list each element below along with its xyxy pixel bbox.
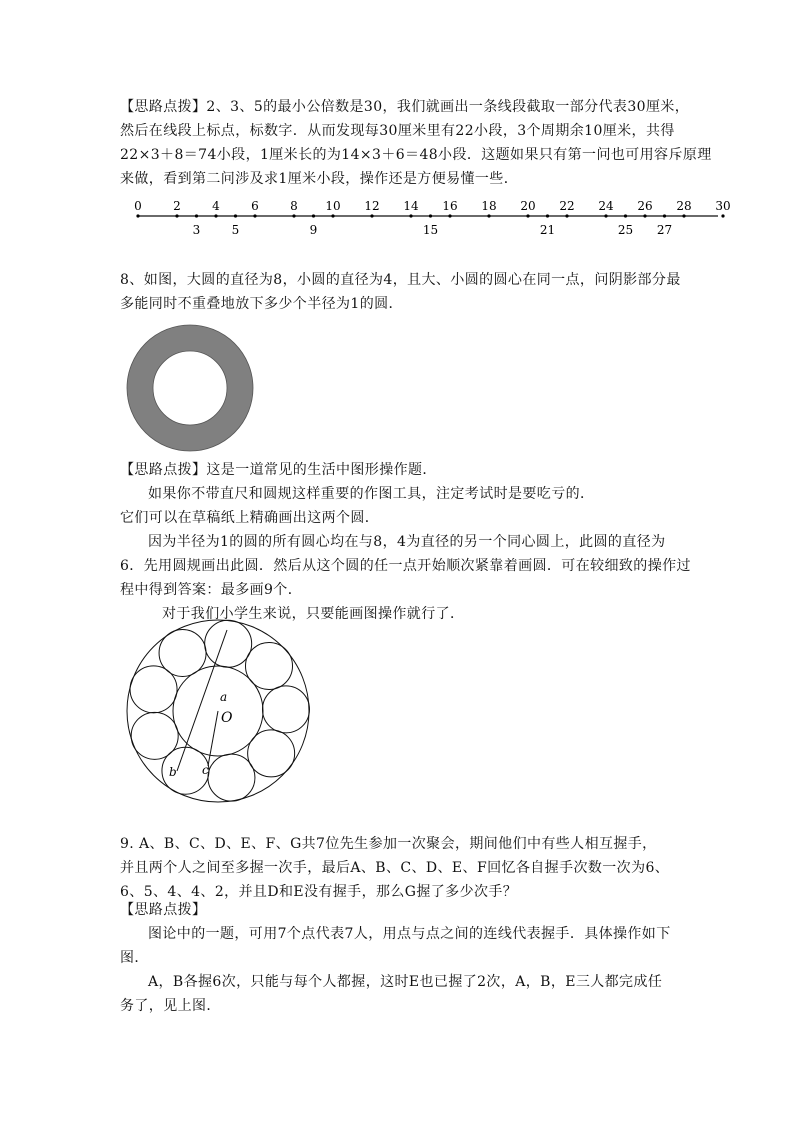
number-line-top-label: 2 — [173, 199, 181, 213]
number-line-top-label: 4 — [212, 199, 220, 213]
number-line-top-label: 8 — [290, 199, 298, 213]
number-line-top-label: 6 — [251, 199, 259, 213]
text-line: 对于我们小学生来说，只要能画图操作就行了． — [162, 606, 465, 622]
unit-circle — [131, 712, 178, 759]
number-line-point — [136, 214, 139, 217]
text-line: 图． — [120, 950, 149, 966]
number-line-point — [721, 214, 724, 217]
number-line-point — [565, 214, 568, 217]
number-line-point — [370, 214, 373, 217]
circles-figure — [125, 618, 315, 808]
number-line-point — [214, 214, 217, 217]
unit-circle — [208, 754, 255, 801]
text-line: 9. A、B、C、D、E、F、G共7位先生参加一次聚会，期间他们中有些人相互握手， — [120, 836, 657, 852]
tip-paragraph-7 — [120, 95, 712, 191]
number-line-bottom-label: 3 — [192, 223, 201, 237]
number-line-bottom-label: 25 — [617, 223, 634, 237]
number-line-top-label: 26 — [637, 199, 653, 213]
number-line-point — [292, 214, 295, 217]
number-line-point — [448, 214, 451, 217]
ring-figure — [120, 318, 260, 458]
unit-circle — [246, 643, 293, 690]
text-line: 因为半径为1的圆的所有圆心均在与8，4为直径的另一个同心圆上，此圆的直径为 — [148, 534, 666, 550]
text-line: 6．先用圆规画出此圆．然后从这个圆的任一点开始顺次紧靠着画圆．可在较细致的操作过 — [120, 558, 691, 574]
number-line-top-label: 22 — [559, 199, 575, 213]
label-b: b — [169, 765, 177, 779]
unit-circle — [159, 629, 206, 676]
number-line-point — [643, 214, 646, 217]
number-line-top-label: 16 — [442, 199, 458, 213]
number-line-top-label: 28 — [676, 199, 692, 213]
unit-circle — [262, 686, 309, 733]
number-line-point — [175, 214, 178, 217]
problem-9 — [120, 832, 690, 904]
number-line-bottom-label: 27 — [656, 223, 673, 237]
number-line-top-label: 24 — [598, 199, 614, 213]
radius-line — [208, 711, 218, 766]
text-line: 多能同时不重叠地放下多少个半径为1的圆． — [120, 296, 403, 312]
label-center-o: O — [221, 710, 233, 726]
text-line: 程中得到答案：最多画9个． — [120, 582, 303, 598]
number-line-point — [253, 214, 256, 217]
number-line-bottom-label: 9 — [309, 223, 318, 237]
number-line-point — [234, 214, 237, 217]
text-line: 图论中的一题，可用7个点代表7人，用点与点之间的连线代表握手．具体操作如下 — [148, 926, 671, 942]
text-line: 务了，见上图． — [120, 998, 221, 1014]
text-line: 并且两个人之间至多握一次手，最后A、B、C、D、E、F回忆各自握手次数一次为6、 — [120, 860, 670, 876]
number-line-point — [409, 214, 412, 217]
number-line-point — [312, 214, 315, 217]
number-line-point — [429, 214, 432, 217]
number-line-bottom-label: 21 — [539, 223, 556, 237]
text-line: 【思路点拨】 — [120, 902, 207, 918]
label-a: a — [220, 690, 228, 704]
text-line: 如果你不带直尺和圆规这样重要的作图工具，注定考试时是要吃亏的． — [148, 486, 595, 502]
text-line: 【思路点拨】这是一道常见的生活中图形操作题． — [120, 462, 437, 478]
unit-circle — [248, 730, 295, 777]
inner-circle — [153, 351, 227, 425]
number-line-top-label: 10 — [325, 199, 341, 213]
number-line-top-label: 18 — [481, 199, 497, 213]
number-line-point — [331, 214, 334, 217]
number-line-point — [604, 214, 607, 217]
problem-8 — [120, 268, 690, 316]
number-line-point — [682, 214, 685, 217]
unit-circle — [205, 620, 252, 667]
text-line: 8、如图，大圆的直径为8，小圆的直径为4，且大、小圆的圆心在同一点，问阴影部分最 — [120, 272, 681, 288]
number-line-bottom-label: 5 — [231, 223, 240, 237]
number-line-top-label: 20 — [520, 199, 536, 213]
number-line-top-label: 0 — [134, 199, 142, 213]
number-line-figure — [120, 190, 740, 240]
number-line-bottom-label: 15 — [422, 223, 439, 237]
text-line: 然后在线段上标点，标数字．从而发现每30厘米里有22小段，3个周期余10厘米，共得 — [120, 123, 675, 139]
text-line: 【思路点拨】2、3、5的最小公倍数是30，我们就画出一条线段截取一部分代表30厘米， — [120, 99, 690, 115]
text-line: 它们可以在草稿纸上精确画出这两个圆． — [120, 510, 380, 526]
number-line-point — [195, 214, 198, 217]
tip-paragraph-8 — [120, 458, 690, 626]
number-line-point — [487, 214, 490, 217]
number-line-point — [624, 214, 627, 217]
text-line: 来做，看到第二问涉及求1厘米小段，操作还是方便易懂一些． — [120, 171, 519, 187]
text-line: 22×3＋8＝74小段，1厘米长的为14×3＋6＝48小段．这题如果只有第一问也可用容斥原理 — [120, 147, 712, 163]
number-line-top-label: 14 — [403, 199, 419, 213]
text-line: A，B各握6次，只能与每个人都握，这时E也已握了2次，A，B，E三人都完成任 — [148, 974, 663, 990]
tip-paragraph-9 — [120, 898, 690, 1018]
number-line-point — [546, 214, 549, 217]
number-line-point — [526, 214, 529, 217]
label-c: c — [202, 763, 209, 777]
number-line-top-label: 30 — [715, 199, 731, 213]
number-line-point — [663, 214, 666, 217]
number-line-top-label: 12 — [364, 199, 380, 213]
text-line: 6、5、4、4、2，并且D和E没有握手，那么G握了多少次手？ — [120, 884, 518, 900]
